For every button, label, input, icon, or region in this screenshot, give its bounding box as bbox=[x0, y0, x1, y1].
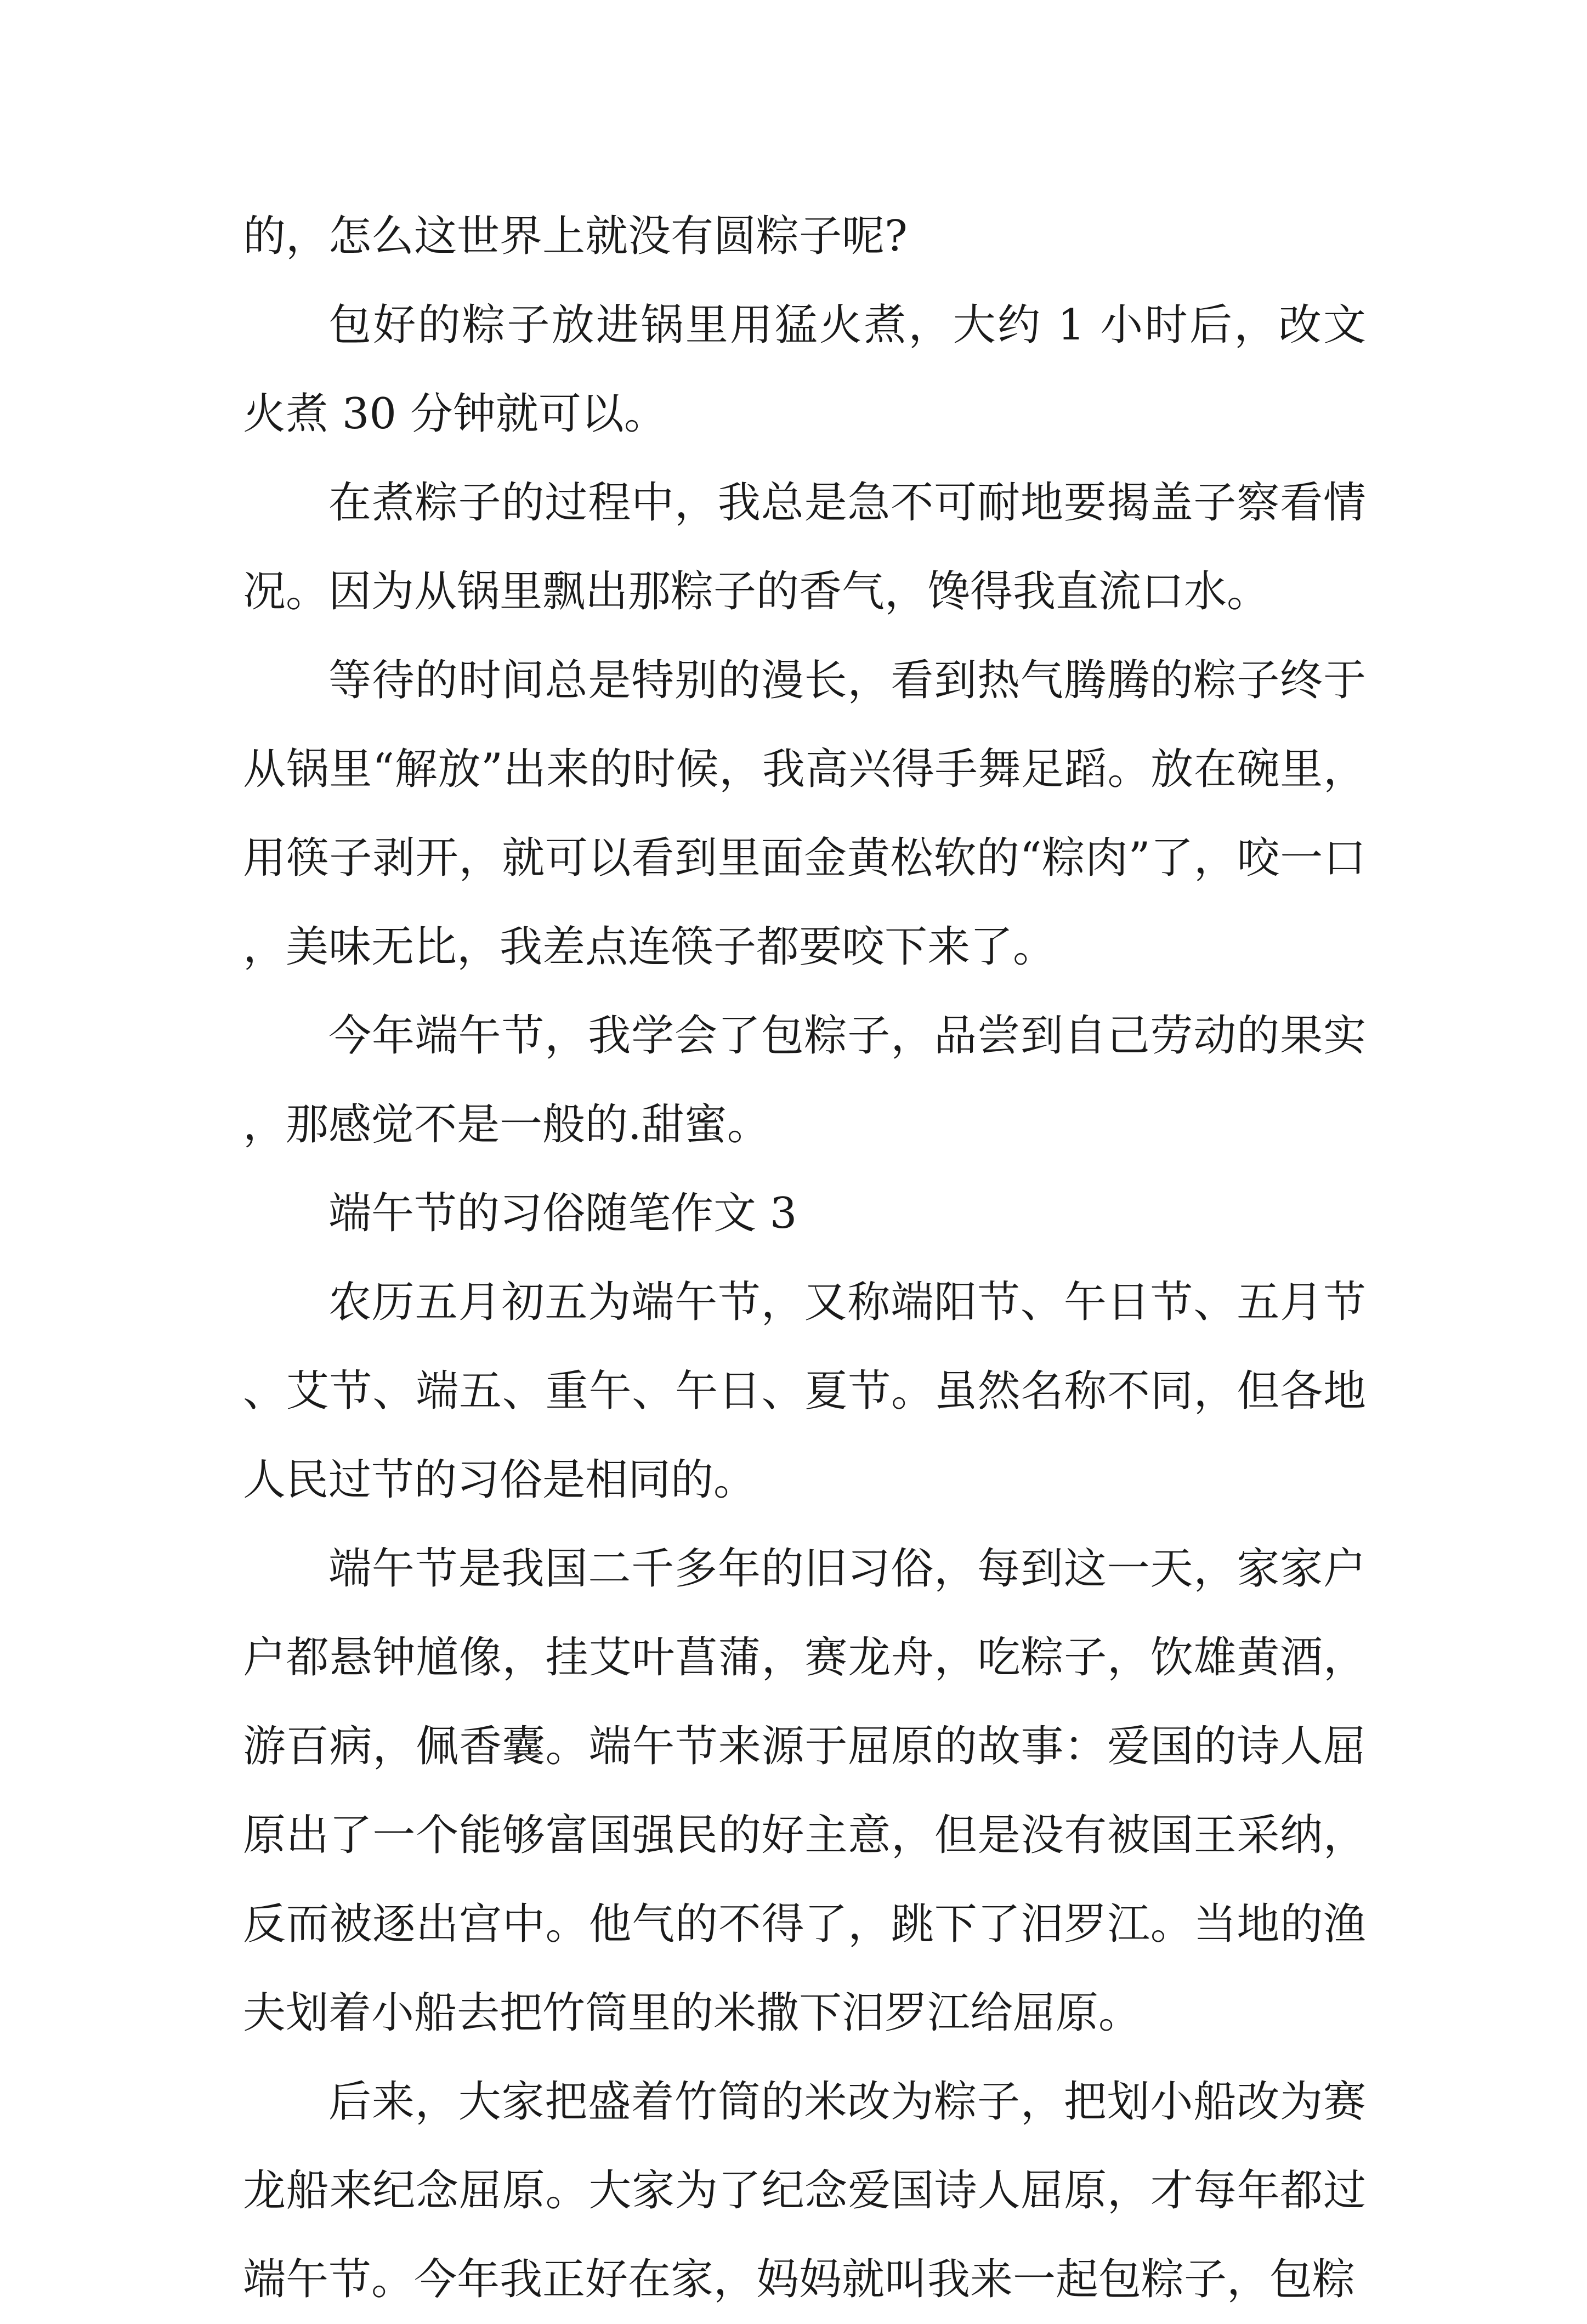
paragraph-boiling: 包好的粽子放进锅里用猛火煮，大约 1 小时后，改文火煮 30 分钟就可以。 bbox=[243, 301, 1366, 439]
document-body bbox=[243, 192, 1366, 2324]
paragraph-festival-names: 农历五月初五为端午节，又称端阳节、午日节、五月节、艾节、端五、重午、午日、夏节。虽然名称不同，但各地人民过节的习俗是相同的。 bbox=[243, 1278, 1366, 1505]
paragraph-customs-origin: 端午节是我国二千多年的旧习俗，每到这一天，家家户户都悬钟馗像，挂艾叶菖蒲，赛龙舟，吃粽子，饮雄黄酒，游百病，佩香囊。端午节来源于屈原的故事：爱国的诗人屈原出了一个能够富国强民的好主意，但是没有被国王采纳，反而被逐出宫中。他气的不得了，跳下了汨罗江。当地的渔夫划着小船去把竹筒里的米撒下汨罗江给屈原。 bbox=[243, 1544, 1366, 2038]
paragraph-conclusion: 今年端午节，我学会了包粽子，品尝到自己劳动的果实，那感觉不是一般的.甜蜜。 bbox=[243, 1011, 1366, 1149]
paragraph-continued: 的，怎么这世界上就没有圆粽子呢? bbox=[243, 212, 908, 261]
paragraph-waiting-lid: 在煮粽子的过程中，我总是急不可耐地要揭盖子察看情况。因为从锅里飘出那粽子的香气，馋得我直流口水。 bbox=[243, 478, 1366, 616]
paragraph-later: 后来，大家把盛着竹筒的米改为粽子，把划小船改为赛龙船来纪念屈原。大家为了纪念爱国诗人屈原，才每年都过端午节。今年我正好在家，妈妈就叫我来一起包粽子，包粽 bbox=[243, 2077, 1366, 2304]
paragraph-eating: 等待的时间总是特别的漫长，看到热气腾腾的粽子终于从锅里“解放”出来的时候，我高兴得手舞足蹈。放在碗里，用筷子剥开，就可以看到里面金黄松软的“粽肉”了，咬一口，美味无比，我差点连筷子都要咬下来了。 bbox=[243, 656, 1366, 972]
section-heading: 端午节的习俗随笔作文 3 bbox=[328, 1189, 797, 1238]
